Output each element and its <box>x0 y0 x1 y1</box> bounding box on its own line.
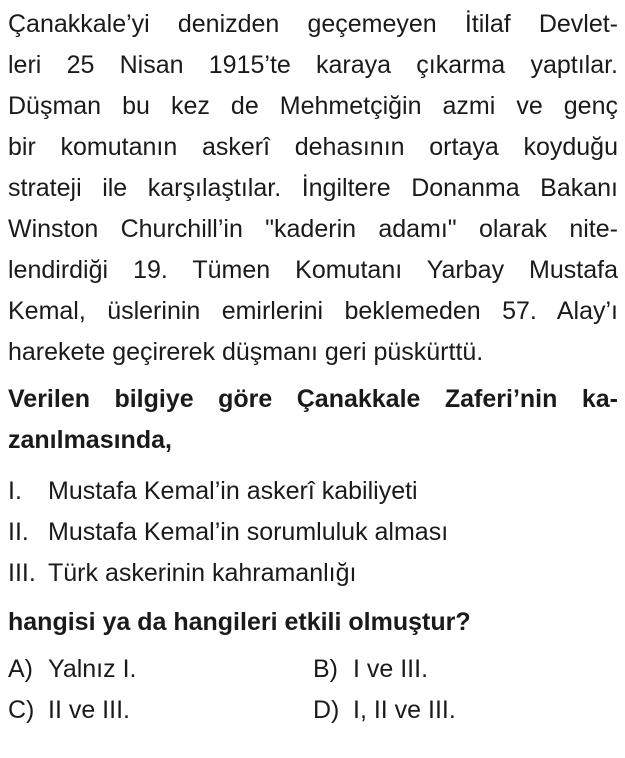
option-d[interactable] <box>313 690 618 731</box>
option-text: Yalnız I. <box>48 655 137 683</box>
option-text: I ve III. <box>353 655 429 683</box>
stem-line: Verilen bilgiye göre Çanakkale Zaferi’nin ka- <box>8 385 618 413</box>
statement-item <box>8 512 618 553</box>
option-letter: C) <box>8 696 35 724</box>
passage-line: leri 25 Nisan 1915’te karaya çıkarma yaptılar. <box>8 51 618 79</box>
statement-text: Mustafa Kemal’in sorumluluk alması <box>48 518 449 546</box>
option-text: I, II ve III. <box>353 696 456 724</box>
option-text: II ve III. <box>48 696 130 724</box>
statement-text: Mustafa Kemal’in askerî kabiliyeti <box>48 477 418 505</box>
passage-line: Kemal, üslerinin emirlerini beklemeden 57. Alay’ı <box>8 297 618 325</box>
answer-options <box>8 649 618 731</box>
passage <box>8 0 618 373</box>
statement-numeral: II. <box>8 518 29 546</box>
statement-item <box>8 553 618 594</box>
option-a[interactable] <box>8 649 313 690</box>
statement-numeral: I. <box>8 477 22 505</box>
passage-line: harekete geçirerek düşmanı geri püskürttü. <box>8 338 484 366</box>
option-letter: B) <box>313 655 338 683</box>
passage-line: Çanakkale’yi denizden geçemeyen İtilaf Devlet- <box>8 10 618 38</box>
option-c[interactable] <box>8 690 313 731</box>
statement-list <box>8 471 618 594</box>
option-b[interactable] <box>313 649 618 690</box>
passage-line: bir komutanın askerî dehasının ortaya koyduğu <box>8 133 618 161</box>
statement-text: Türk askerinin kahramanlığı <box>48 559 357 587</box>
stem-line: zanılmasında, <box>8 426 172 454</box>
question-stem <box>8 379 618 461</box>
option-letter: A) <box>8 655 33 683</box>
statement-item <box>8 471 618 512</box>
passage-line: Winston Churchill’in "kaderin adamı" olarak nite- <box>8 215 618 243</box>
statement-numeral: III. <box>8 559 36 587</box>
option-letter: D) <box>313 696 340 724</box>
passage-line: Düşman bu kez de Mehmetçiğin azmi ve genç <box>8 92 618 120</box>
passage-line: lendirdiği 19. Tümen Komutanı Yarbay Mustafa <box>8 256 618 284</box>
question <box>8 0 618 731</box>
passage-line: strateji ile karşılaştılar. İngiltere Donanma Bakanı <box>8 174 618 202</box>
question-prompt: hangisi ya da hangileri etkili olmuştur? <box>8 608 471 636</box>
